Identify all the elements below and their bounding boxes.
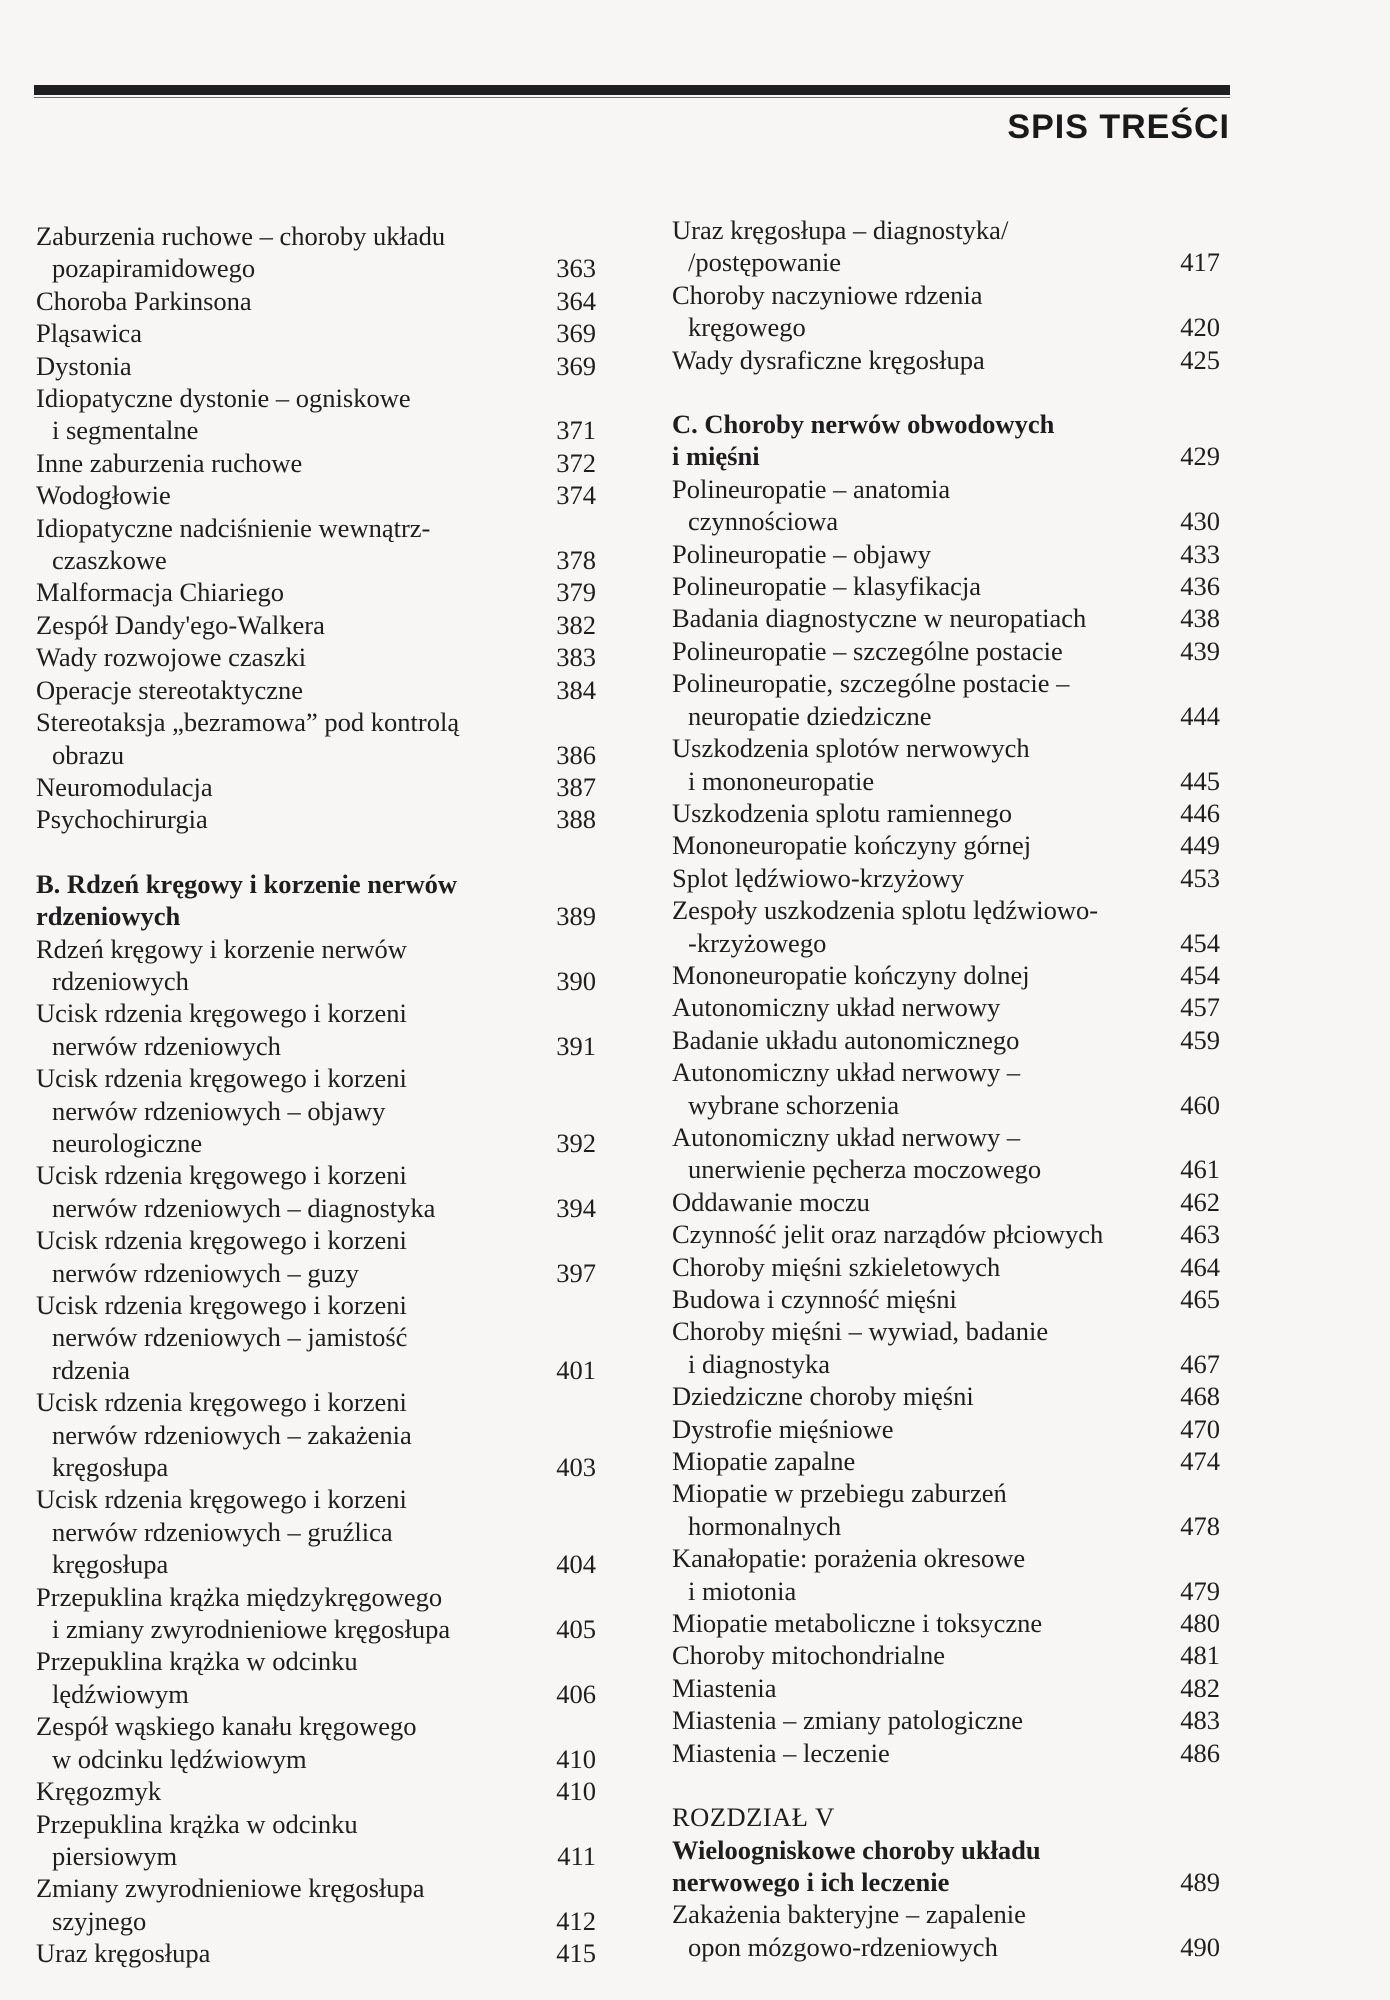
toc-entry: Ucisk rdzenia kręgowego i korzeni nerwów rdzeniowych – diagnostyka 394 — [36, 1160, 596, 1223]
toc-entry: Polineuropatie – objawy 433 — [672, 538, 1220, 569]
toc-entry: Neuromodulacja 387 — [36, 771, 596, 802]
toc-entry: Kręgozmyk 410 — [36, 1776, 596, 1807]
toc-entry: Miopatie metaboliczne i toksyczne 480 — [672, 1608, 1220, 1639]
toc-entry: Choroba Parkinsona 364 — [36, 285, 596, 316]
toc-entry: Budowa i czynność mięśni 465 — [672, 1284, 1220, 1314]
toc-entry: Rdzeń kręgowy i korzenie nerwów rdzeniowych 390 — [36, 933, 596, 996]
toc-entry: Badania diagnostyczne w neuropatiach 438 — [672, 603, 1220, 634]
toc-entry: Uraz kręgosłupa – diagnostyka/ /postępowanie 417 — [672, 215, 1220, 278]
toc-entry: Psychochirurgia 388 — [36, 804, 596, 835]
toc-entry: Uszkodzenia splotów nerwowych i mononeuropatie 445 — [672, 733, 1220, 796]
toc-entry: Czynność jelit oraz narządów płciowych 463 — [672, 1219, 1220, 1250]
toc-entry: Dystrofie mięśniowe 470 — [672, 1413, 1220, 1444]
toc-entry: Pląsawica 369 — [36, 318, 596, 349]
toc-entry: Ucisk rdzenia kręgowego i korzeni nerwów rdzeniowych – guzy 397 — [36, 1225, 596, 1288]
toc-entry: Zaburzenia ruchowe – choroby układu pozapiramidowego 363 — [36, 221, 596, 284]
toc-entry: Badanie układu autonomicznego 459 — [672, 1024, 1220, 1055]
toc-section-heading: C. Choroby nerwów obwodowych i mięśni 429 — [672, 409, 1220, 472]
page-title: SPIS TREŚCI — [1007, 108, 1230, 146]
toc-entry: Operacje stereotaktyczne 384 — [36, 674, 596, 705]
toc-entry: Polineuropatie – anatomia czynnościowa 430 — [672, 473, 1220, 537]
toc-entry: Miopatie zapalne 474 — [672, 1446, 1220, 1477]
toc-entry: Ucisk rdzenia kręgowego i korzeni nerwów rdzeniowych – zakażenia kręgosłupa 403 — [36, 1387, 596, 1483]
toc-entry: Idiopatyczne nadciśnienie wewnątrz- czaszkowe 378 — [36, 512, 596, 576]
toc-entry: Choroby mięśni – wywiad, badanie i diagnostyka 467 — [672, 1316, 1220, 1379]
toc-entry: Ucisk rdzenia kręgowego i korzeni nerwów rdzeniowych – objawy neurologiczne 392 — [36, 1063, 596, 1158]
toc-entry: Zespoły uszkodzenia splotu lędźwiowo- -krzyżowego 454 — [672, 895, 1220, 958]
toc-entry: Idiopatyczne dystonie – ogniskowe i segmentalne 371 — [36, 383, 596, 446]
toc-section-heading: B. Rdzeń kręgowy i korzenie nerwów rdzeniowych 389 — [36, 868, 596, 932]
toc-entry: Ucisk rdzenia kręgowego i korzeni nerwów rdzeniowych – jamistość rdzenia 401 — [36, 1290, 596, 1385]
toc-entry: Dystonia 369 — [36, 350, 596, 381]
toc-entry: Uszkodzenia splotu ramiennego 446 — [672, 797, 1220, 828]
toc-entry: Dziedziczne choroby mięśni 468 — [672, 1381, 1220, 1412]
toc-entry: Zespół Dandy'ego-Walkera 382 — [36, 609, 596, 640]
toc-entry: Splot lędźwiowo-krzyżowy 453 — [672, 862, 1220, 893]
toc-entry: Wady dysraficzne kręgosłupa 425 — [672, 344, 1220, 375]
toc-entry: Polineuropatie – klasyfikacja 436 — [672, 571, 1220, 602]
toc-entry: Inne zaburzenia ruchowe 372 — [36, 447, 596, 478]
toc-right-column — [672, 214, 1220, 1963]
toc-entry: Choroby naczyniowe rdzenia kręgowego 420 — [672, 279, 1220, 343]
toc-entry: Miastenia – zmiany patologiczne 483 — [672, 1705, 1220, 1736]
toc-entry: Mononeuropatie kończyny górnej 449 — [672, 830, 1220, 861]
toc-entry: Miastenia – leczenie 486 — [672, 1737, 1220, 1768]
toc-entry: Autonomiczny układ nerwowy 457 — [672, 992, 1220, 1023]
toc-entry: Zakażenia bakteryjne – zapalenie opon mózgowo-rdzeniowych 490 — [672, 1899, 1220, 1962]
toc-entry: Stereotaksja „bezramowa” pod kontrolą obrazu 386 — [36, 707, 596, 770]
toc-entry: Oddawanie moczu 462 — [672, 1186, 1220, 1217]
toc-left-column — [36, 220, 596, 1970]
header-rule — [34, 85, 1230, 95]
toc-entry: Ucisk rdzenia kręgowego i korzeni nerwów rdzeniowych 391 — [36, 998, 596, 1061]
toc-entry: Polineuropatie – szczególne postacie 439 — [672, 635, 1220, 666]
toc-entry: Choroby mitochondrialne 481 — [672, 1640, 1220, 1671]
toc-entry: Przepuklina krążka w odcinku piersiowym 411 — [36, 1808, 596, 1871]
toc-entry: Autonomiczny układ nerwowy – wybrane schorzenia 460 — [672, 1057, 1220, 1120]
toc-entry: Mononeuropatie kończyny dolnej 454 — [672, 959, 1220, 990]
toc-chapter-heading: Wieloogniskowe choroby układu nerwowego i ich leczenie 489 — [672, 1834, 1220, 1897]
toc-entry: Zmiany zwyrodnieniowe kręgosłupa szyjnego 412 — [36, 1873, 596, 1936]
toc-entry: Autonomiczny układ nerwowy – unerwienie pęcherza moczowego 461 — [672, 1121, 1220, 1185]
toc-entry: Przepuklina krążka w odcinku lędźwiowym 406 — [36, 1646, 596, 1709]
toc-entry: Kanałopatie: porażenia okresowe i miotonia 479 — [672, 1543, 1220, 1606]
toc-entry: Wady rozwojowe czaszki 383 — [36, 642, 596, 673]
toc-entry: Miopatie w przebiegu zaburzeń hormonalnych 478 — [672, 1478, 1220, 1541]
toc-entry: Ucisk rdzenia kręgowego i korzeni nerwów rdzeniowych – gruźlica kręgosłupa 404 — [36, 1484, 596, 1580]
toc-entry: Przepuklina krążka międzykręgowego i zmiany zwyrodnieniowe kręgosłupa 405 — [36, 1581, 596, 1645]
toc-entry: Miastenia 482 — [672, 1672, 1220, 1703]
toc-entry: Choroby mięśni szkieletowych 464 — [672, 1251, 1220, 1282]
toc-chapter-label: ROZDZIAŁ V — [672, 1802, 835, 1833]
toc-entry: Malformacja Chiariego 379 — [36, 577, 596, 608]
toc-entry: Wodogłowie 374 — [36, 480, 596, 511]
toc-entry: Zespół wąskiego kanału kręgowego w odcinku lędźwiowym 410 — [36, 1711, 596, 1774]
toc-entry: Polineuropatie, szczególne postacie – neuropatie dziedziczne 444 — [672, 668, 1220, 731]
toc-entry: Uraz kręgosłupa 415 — [36, 1938, 596, 1969]
